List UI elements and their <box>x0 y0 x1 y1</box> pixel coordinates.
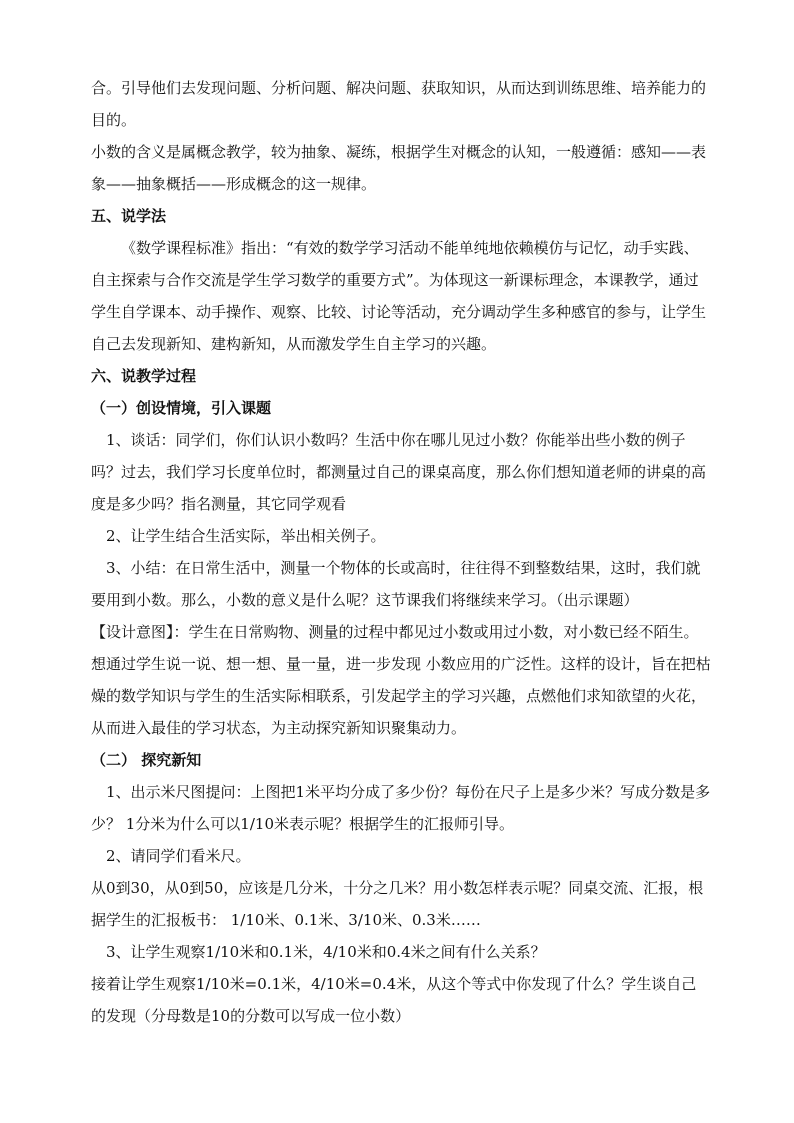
document-page <box>91 72 711 1032</box>
paragraph: 2、请同学们看米尺。 <box>106 847 251 865</box>
paragraph: 接着让学生观察1/10米=0.1米，4/10米=0.4米，从这个等式中你发现了什么？学生谈自己的发现（分母数是10的分数可以写成一位小数） <box>91 975 697 1025</box>
paragraph: 2、让学生结合生活实际，举出相关例子。 <box>106 527 386 545</box>
section-heading: 五、说学法 <box>91 207 167 225</box>
paragraph: 从0到30，从0到50，应该是几分米，十分之几米？用小数怎样表示呢？同桌交流、汇报，根据学生的汇报板书： 1/10米、0.1米、3/10米、0.3米…… <box>91 879 704 929</box>
paragraph: 1、出示米尺图提问：上图把1米平均分成了多少份？每份在尺子上是多少米？写成分数是多少？ 1分米为什么可以1/10米表示呢？根据学生的汇报师引导。 <box>91 783 711 833</box>
paragraph: 3、小结：在日常生活中，测量一个物体的长或高时，往往得不到整数结果，这时，我们就要用到小数。那么，小数的意义是什么呢？这节课我们将继续来学习。（出示课题） <box>91 559 701 609</box>
paragraph: 3、让学生观察1/10米和0.1米，4/10米和0.4米之间有什么关系？ <box>106 943 546 961</box>
paragraph: 合。引导他们去发现问题、分析问题、解决问题、获取知识，从而达到训练思维、培养能力的目的。 <box>91 79 707 129</box>
section-heading: 六、说教学过程 <box>91 367 197 385</box>
subsection-heading: （一）创设情境，引入课题 <box>91 399 272 417</box>
paragraph: 1、谈话：同学们，你们认识小数吗？生活中你在哪儿见过小数？你能举出些小数的例子吗？过去，我们学习长度单位时，都测量过自己的课桌高度，那么你们想知道老师的讲桌的高度是多少吗？指名测量，其它同学观看 <box>91 431 707 513</box>
paragraph: 小数的含义是属概念教学，较为抽象、凝练，根据学生对概念的认知，一般遵循：感知——表象——抽象概括——形成概念的这一规律。 <box>91 143 707 193</box>
paragraph: 《数学课程标准》指出：“有效的数学学习活动不能单纯地依赖模仿与记忆，动手实践、自主探索与合作交流是学生学习数学的重要方式”。为体现这一新课标理念，本课教学，通过学生自学课本、动手操作、观察、比较、讨论等活动，充分调动学生多种感官的参与，让学生自己去发现新知、建构新知，从而激发学生自主学习的兴趣。 <box>91 239 707 353</box>
paragraph: 【设计意图】：学生在日常购物、测量的过程中都见过小数或用过小数，对小数已经不陌生。想通过学生说一说、想一想、量一量，进一步发现 小数应用的广泛性。这样的设计，旨在把枯燥的数学知识与学生的生活实际相联系，引发起学主的学习兴趣，点燃他们求知欲望的火花，从而进入最佳的学习状态，为主动探究新知识聚集动力。 <box>91 623 711 737</box>
subsection-heading: （二） 探究新知 <box>91 751 202 769</box>
